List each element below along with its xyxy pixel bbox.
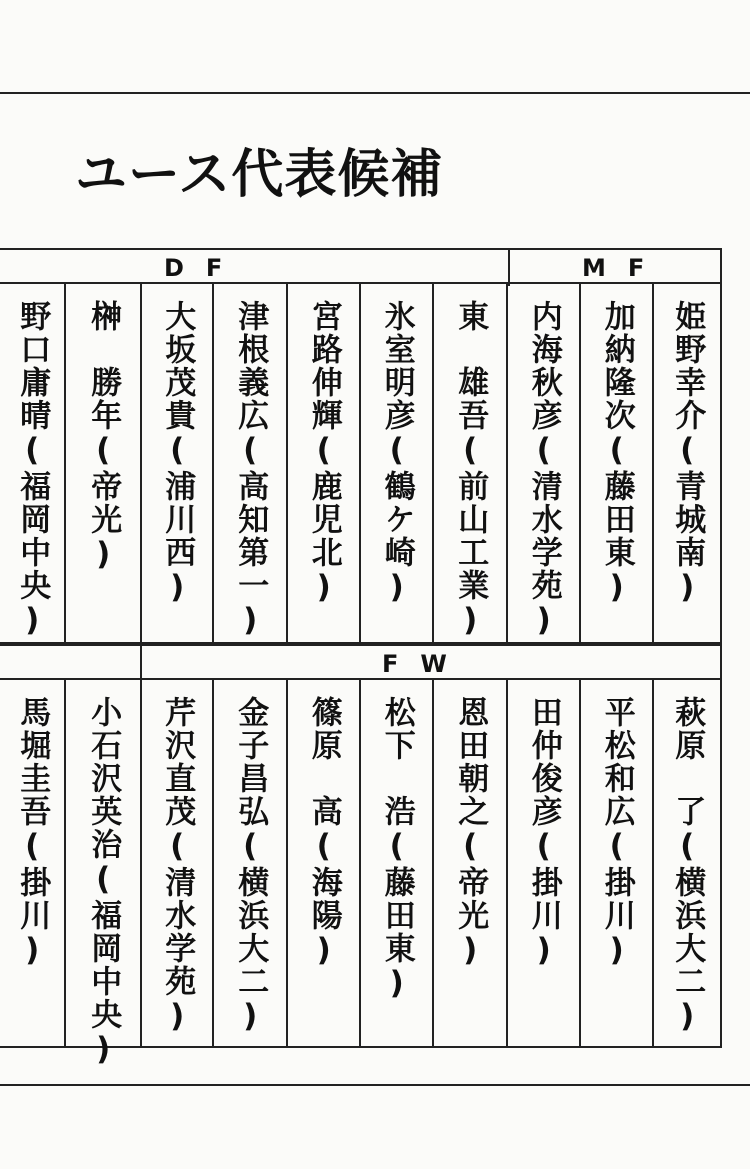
player-name: 芹沢直茂(清水学苑) (159, 696, 196, 1036)
player-cell (581, 284, 654, 644)
player-cell (581, 680, 654, 1048)
player-name: 野口庸晴(福岡中央) (14, 300, 51, 640)
player-name: 篠原 高(海陽) (305, 696, 342, 970)
player-cell (361, 284, 434, 644)
player-cell (288, 680, 361, 1048)
player-cell (142, 284, 214, 644)
df-label: DF (164, 254, 245, 282)
player-cell (214, 680, 288, 1048)
player-name: 内海秋彦(清水学苑) (525, 300, 562, 640)
bottom-rule (0, 1084, 750, 1086)
df-mf-table (0, 248, 722, 644)
fw-cells (0, 680, 722, 1069)
player-cell (508, 680, 581, 1048)
header-divider (508, 250, 510, 286)
player-cell (434, 284, 508, 644)
player-name: 姫野幸介(青城南) (669, 300, 706, 607)
player-name: 恩田朝之(帝光) (452, 696, 489, 970)
player-cell (66, 284, 142, 644)
player-name: 平松和広(掛川) (598, 696, 635, 970)
df-mf-header (0, 248, 722, 284)
player-name: 馬堀圭吾(掛川) (14, 696, 51, 970)
player-name: 氷室明彦(鶴ケ崎) (378, 300, 415, 607)
top-rule (0, 92, 750, 94)
player-name: 松下 浩(藤田東) (378, 696, 415, 1003)
player-cell (142, 680, 214, 1048)
player-cell (654, 680, 722, 1048)
mf-label: MF (582, 254, 667, 282)
player-cell (288, 284, 361, 644)
player-name: 萩原 了(横浜大二) (669, 696, 706, 1036)
player-name: 田仲俊彦(掛川) (525, 696, 562, 970)
player-name: 小石沢英治(福岡中央) (85, 696, 122, 1069)
fw-header (0, 644, 722, 680)
player-cell (508, 284, 581, 644)
fw-table (0, 644, 722, 1069)
df-mf-cells (0, 284, 722, 644)
player-name: 大坂茂貴(浦川西) (159, 300, 196, 607)
player-cell (0, 284, 66, 644)
fw-label: FW (382, 650, 469, 678)
player-cell (434, 680, 508, 1048)
player-cell (0, 680, 66, 1048)
player-name: 榊 勝年(帝光) (85, 300, 122, 574)
player-cell (66, 680, 142, 1069)
player-cell (361, 680, 434, 1048)
player-name: 宮路伸輝(鹿児北) (305, 300, 342, 607)
player-name: 津根義広(高知第一) (232, 300, 269, 640)
player-cell (214, 284, 288, 644)
player-name: 東 雄吾(前山工業) (452, 300, 489, 640)
page-title: ユース代表候補 (75, 144, 444, 205)
header-divider (140, 646, 142, 682)
player-name: 金子昌弘(横浜大二) (232, 696, 269, 1036)
player-cell (654, 284, 722, 644)
player-name: 加納隆次(藤田東) (598, 300, 635, 607)
